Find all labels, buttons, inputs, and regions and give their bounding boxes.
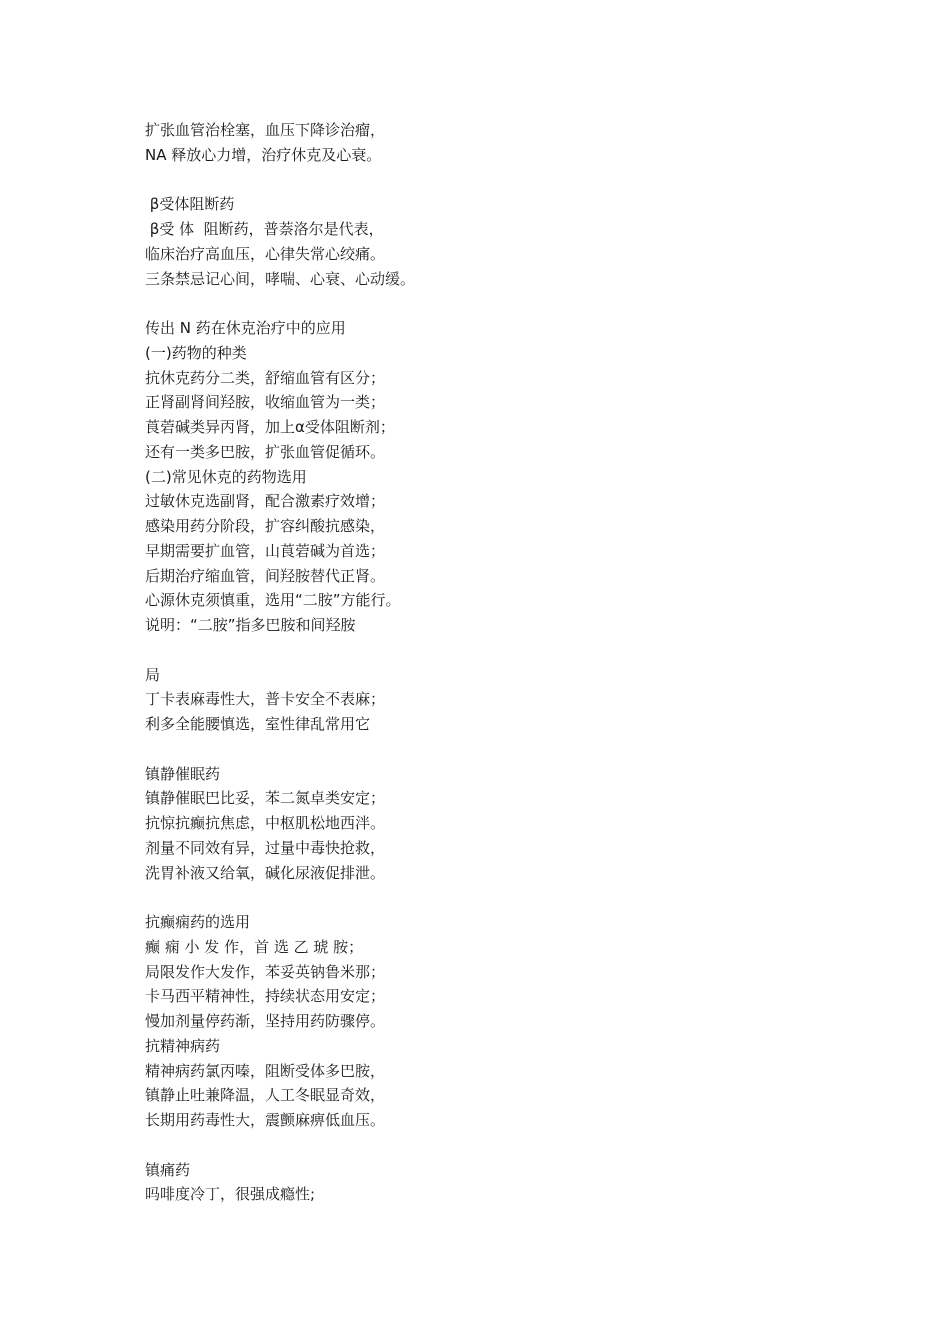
text-line: 洗胃补液又给氧，碱化尿液促排泄。 <box>145 863 386 882</box>
section-heading: 镇静催眠药 <box>145 764 221 783</box>
text-line: 慢加剂量停药渐，坚持用药防骤停。 <box>145 1012 386 1030</box>
text-line: 感染用药分阶段，扩容纠酸抗感染， <box>145 517 386 535</box>
text-line: 抗惊抗癫抗焦虑，中枢肌松地西泮。 <box>145 814 386 832</box>
text-line: 利多全能腰慎选，室性律乱常用它 <box>145 715 371 733</box>
text-line: 剂量不同效有异，过量中毒快抢救， <box>145 838 386 857</box>
text-line: β受 体 阻断药，普萘洛尔是代表， <box>145 220 384 238</box>
section-heading: 局 <box>145 665 161 684</box>
text-line: 心源休克须慎重，选用“二胺”方能行。 <box>145 591 401 610</box>
text-line: 镇静催眠巴比妥，苯二氮卓类安定； <box>145 789 386 808</box>
text-line: 莨菪碱类异丙肾，加上α受体阻断剂； <box>145 418 395 436</box>
text-line: 镇静止吐兼降温，人工冬眠显奇效， <box>145 1086 386 1105</box>
text-line: 癫 痫 小 发 作，首 选 乙 琥 胺； <box>145 937 364 956</box>
blank-line <box>145 168 805 193</box>
section-heading: 抗精神病药 <box>145 1036 221 1055</box>
text-line: 三条禁忌记心间，哮喘、心衰、心动缓。 <box>145 269 416 288</box>
document-body <box>145 118 805 1207</box>
text-line: 还有一类多巴胺，扩张血管促循环。 <box>145 442 386 461</box>
text-line: 长期用药毒性大，震颤麻痹低血压。 <box>145 1111 386 1129</box>
section-heading: 镇痛药 <box>145 1160 191 1179</box>
text-line: NA 释放心力增，治疗休克及心衰。 <box>145 145 382 164</box>
text-line: 丁卡表麻毒性大，普卡安全不表麻； <box>145 690 386 709</box>
blank-line <box>145 1133 805 1158</box>
blank-line <box>145 291 805 316</box>
text-line: 正肾副肾间羟胺，收缩血管为一类； <box>145 393 386 412</box>
subsection-heading: (二)常见休克的药物选用 <box>145 467 307 486</box>
text-line: 过敏休克选副肾，配合激素疗效增； <box>145 492 386 511</box>
text-line: 卡马西平精神性，持续状态用安定； <box>145 987 386 1006</box>
blank-line <box>145 885 805 910</box>
text-line: 扩张血管治栓塞，血压下降诊治瘤， <box>145 121 386 139</box>
text-line: 抗休克药分二类，舒缩血管有区分； <box>145 368 386 387</box>
text-line: 吗啡度冷丁，很强成瘾性; <box>145 1185 316 1204</box>
blank-line <box>145 737 805 762</box>
text-line: 局限发作大发作，苯妥英钠鲁米那； <box>145 962 386 981</box>
note-line: 说明：“二胺”指多巴胺和间羟胺 <box>145 616 356 634</box>
section-heading: 传出 N 药在休克治疗中的应用 <box>145 319 346 337</box>
section-heading: 抗癫痫药的选用 <box>145 913 251 931</box>
text-line: 早期需要扩血管，山莨菪碱为首选； <box>145 541 386 560</box>
blank-line <box>145 638 805 663</box>
subsection-heading: (一)药物的种类 <box>145 343 247 362</box>
section-heading: β受体阻断药 <box>145 195 235 214</box>
text-line: 临床治疗高血压，心律失常心绞痛。 <box>145 244 386 263</box>
text-line: 精神病药氯丙嗪，阻断受体多巴胺， <box>145 1061 386 1080</box>
text-line: 后期治疗缩血管，间羟胺替代正肾。 <box>145 566 386 585</box>
